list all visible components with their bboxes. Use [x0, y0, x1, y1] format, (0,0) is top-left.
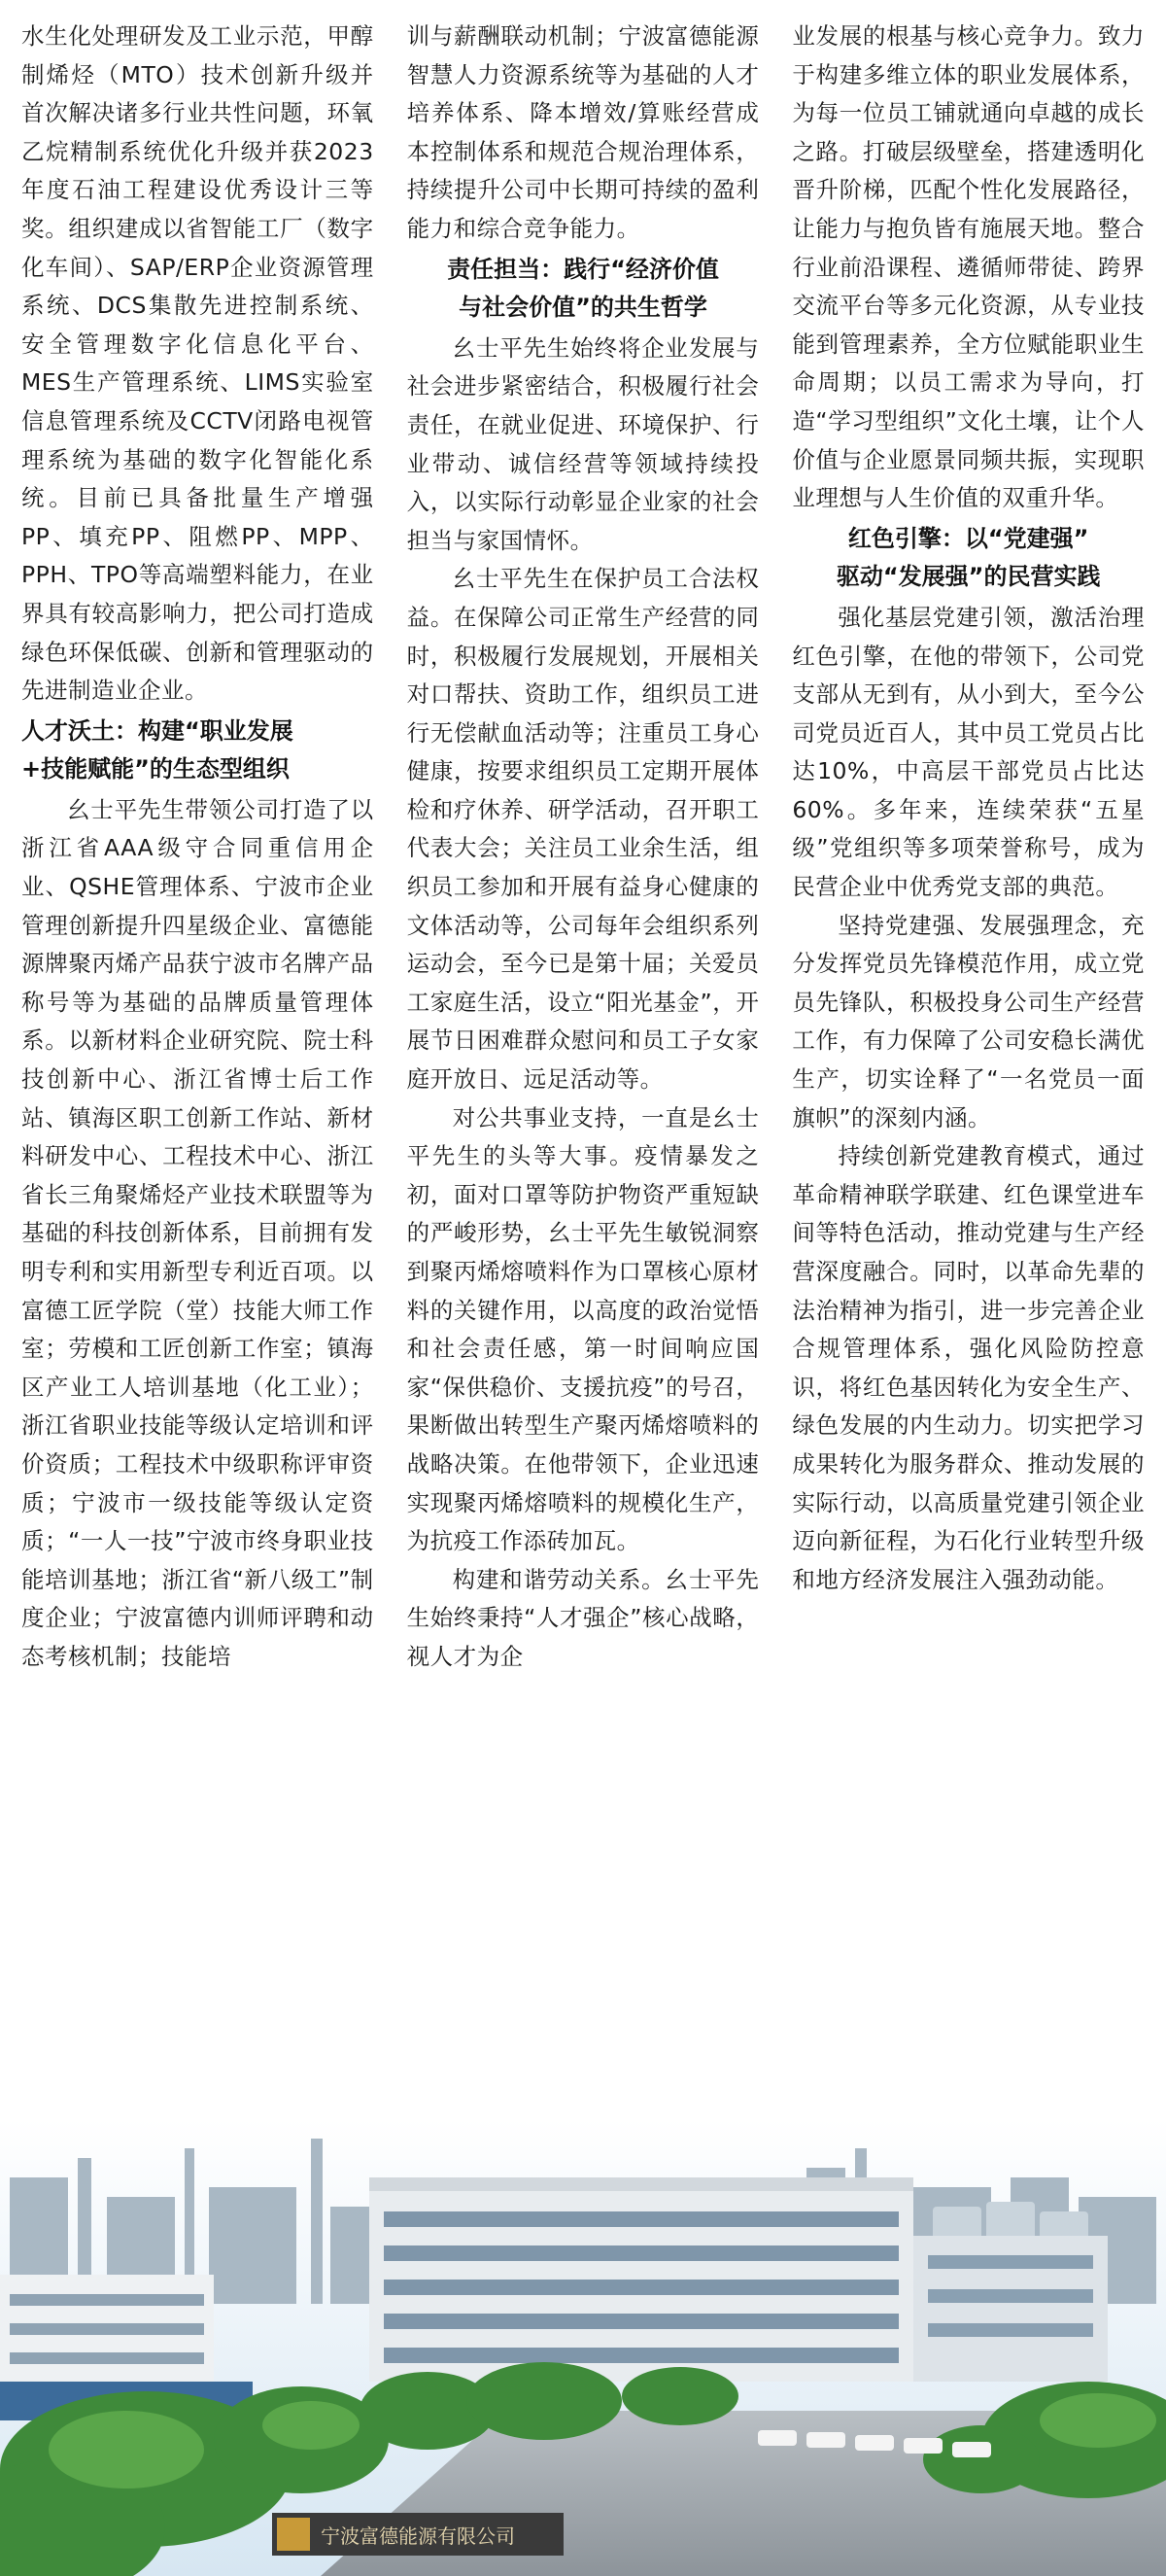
heading-line: 与社会价值”的共生哲学: [459, 294, 707, 322]
gate-sign: [272, 2513, 564, 2556]
heading-line: 人才沃土：构建“职业发展: [21, 716, 293, 745]
paragraph-continued: 业发展的根基与核心竞争力。致力于构建多维立体的职业发展体系，为每一位员工铺就通向卓越的成长之路。打破层级壁垒，搭建透明化晋升阶梯，匹配个性化发展路径，让能力与抱负皆有施展天地。整合行业前沿课程、遴循师带徒、跨界交流平台等多元化资源，从专业技能到管理素养，全方位赋能职业生命周期；以员工需求为导向，打造“学习型组织”文化土壤，让个人价值与企业愿景同频共振，实现职业理想与人生价值的双重升华。: [792, 22, 1146, 512]
paragraph: 幺士平先生在保护员工合法权益。在保障公司正常生产经营的同时，积极履行发展规划，开展相关对口帮扶、资助工作，组织员工进行无偿献血活动等；注重员工身心健康，按要求组织员工定期开展体检和疗休养、研学活动，召开职工代表大会；关注员工业余生活，组织员工参加和开展有益身心健康的文体活动等，公司每年会组织系列运动会，至今已是第十届；关爱员工家庭生活，设立“阳光基金”，开展节日困难群众慰问和员工子女家庭开放日、远足活动等。: [406, 565, 760, 1094]
heading-line: 驱动“发展强”的民营实践: [836, 563, 1101, 591]
paragraph-continued: 水生化处理研发及工业示范，甲醇制烯烃（MTO）技术创新升级并首次解决诸多行业共性问题，环氧乙烷精制系统优化升级并获2023年度石油工程建设优秀设计三等奖。组织建成以省智能工厂（数字化车间）、SAP/ERP企业资源管理系统、DCS集散先进控制系统、安全管理数字化信息化平台、MES生产管理系统、LIMS实验室信息管理系统及CCTV闭路电视管理系统为基础的数字化智能化系统。目前已具备批量生产增强PP、填充PP、阻燃PP、MPP、PPH、TPO等高端塑料能力，在业界具有较高影响力，把公司打造成绿色环保低碳、创新和管理驱动的先进制造业企业。: [21, 22, 374, 705]
paragraph: 幺士平先生带领公司打造了以浙江省AAA级守合同重信用企业、QSHE管理体系、宁波市企业管理创新提升四星级企业、富德能源牌聚丙烯产品获宁波市名牌产品称号等为基础的品牌质量管理体系。以新材料企业研究院、院士科技创新中心、浙江省博士后工作站、镇海区职工创新工作站、新材料研发中心、工程技术中心、浙江省长三角聚烯烃产业技术联盟等为基础的科技创新体系，目前拥有发明专利和实用新型专利近百项。以富德工匠学院（堂）技能大师工作室；劳模和工匠创新工作室；镇海区产业工人培训基地（化工业）；浙江省职业技能等级认定培训和评价资质；工程技术中级职称评审资质；宁波市一级技能等级认定资质；“一人一技”宁波市终身职业技能培训基地；浙江省“新八级工”制度企业；宁波富德内训师评聘和动态考核机制；技能培: [21, 795, 374, 1670]
column-2: [407, 17, 760, 2119]
heading-line: 红色引擎：以“党建强”: [847, 524, 1089, 552]
section-heading-responsibility: [407, 251, 760, 328]
paragraph: 强化基层党建引领，激活治理红色引擎，在他的带领下，公司党支部从无到有，从小到大，至今公司党员近百人，其中员工党员占比达10%，中高层干部党员占比达60%。多年来，连续荣获“五星级”党组织等多项荣誉称号，成为民营企业中优秀党支部的典范。: [792, 603, 1146, 901]
section-heading-party: [792, 520, 1145, 597]
factory-photo: [0, 2119, 1166, 2576]
paragraph-continued: 训与薪酬联动机制；宁波富德能源智慧人力资源系统等为基础的人才培养体系、降本增效/算账经营成本控制体系和规范合规治理体系，持续提升公司中长期可持续的盈利能力和综合竞争能力。: [406, 22, 760, 242]
column-1: [21, 17, 374, 2119]
heading-line: +技能赋能”的生态型组织: [21, 755, 290, 783]
paragraph: 持续创新党建教育模式，通过革命精神联学联建、红色课堂进车间等特色活动，推动党建与生产经营深度融合。同时，以革命先辈的法治精神为指引，进一步完善企业合规管理体系，强化风险防控意识，将红色基因转化为安全生产、绿色发展的内生动力。切实把学习成果转化为服务群众、推动发展的实际行动，以高质量党建引领企业迈向新征程，为石化行业转型升级和地方经济发展注入强劲动能。: [792, 1142, 1146, 1593]
heading-line: 责任担当：践行“经济价值: [447, 255, 719, 283]
paragraph: 坚持党建强、发展强理念，充分发挥党员先锋模范作用，成立党员先锋队，积极投身公司生产经营工作，有力保障了公司安稳长满优生产，切实诠释了“一名党员一面旗帜”的深刻内涵。: [792, 911, 1146, 1131]
paragraph: 幺士平先生始终将企业发展与社会进步紧密结合，积极履行社会责任，在就业促进、环境保护、行业带动、诚信经营等领域持续投入，以实际行动彰显企业家的社会担当与家国情怀。: [406, 333, 760, 554]
paragraph: 构建和谐劳动关系。幺士平先生始终秉持“人才强企”核心战略，视人才为企: [406, 1565, 760, 1670]
paragraph: 对公共事业支持，一直是幺士平先生的头等大事。疫情暴发之初，面对口罩等防护物资严重短缺的严峻形势，幺士平先生敏锐洞察到聚丙烯熔喷料作为口罩核心原材料的关键作用，以高度的政治觉悟和社会责任感，第一时间响应国家“保供稳价、支援抗疫”的号召，果断做出转型生产聚丙烯熔喷料的战略决策。在他带领下，企业迅速实现聚丙烯熔喷料的规模化生产，为抗疫工作添砖加瓦。: [406, 1103, 760, 1555]
gate-sign-text: 宁波富德能源有限公司: [321, 2524, 515, 2548]
section-heading-talent: [21, 713, 374, 789]
column-3: [792, 17, 1145, 2119]
factory-illustration: [0, 2119, 1166, 2576]
